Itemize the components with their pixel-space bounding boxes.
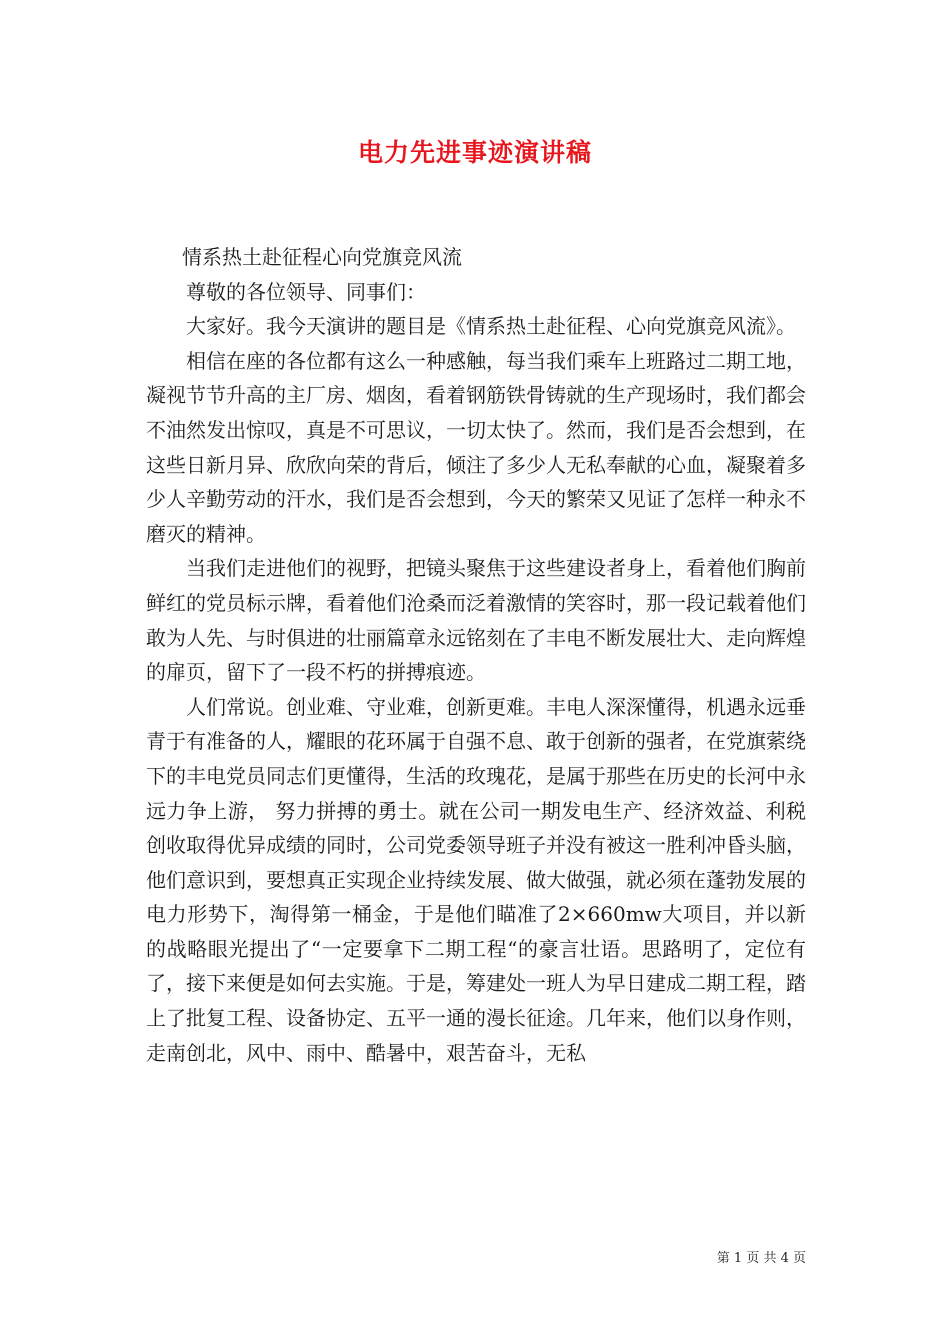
page-number-footer: 第 1 页 共 4 页: [716, 1251, 806, 1266]
paragraph-4: 人们常说。创业难、守业难，创新更难。丰电人深深懂得，机遇永远垂青于有准备的人，耀眼的花环属于自强不息、敢于创新的强者，在党旗萦绕下的丰电党员同志们更懂得，生活的玫瑰花，是属于那些在历史的长河中永远力争上游， 努力拼搏的勇士。就在公司一期发电生产、经济效益、利税创收取得优异成绩的同时，公司党委领导班子并没有被这一胜利冲昏头脑，他们意识到，要想真正实现企业持续发展、做大做强，就必须在蓬勃发展的电力形势下，淘得第一桶金，于是他们瞄准了2×660mw大项目，并以新的战略眼光提出了“一定要拿下二期工程“的豪言壮语。思路明了，定位有了，接下来便是如何去实施。于是，筹建处一班人为早日建成二期工程，踏上了批复工程、设备协定、五平一通的漫长征途。几年来，他们以身作则，走南创北，风中、雨中、酷暑中，艰苦奋斗，无私: [146, 694, 806, 1065]
paragraph-2: 相信在座的各位都有这么一种感触，每当我们乘车上班路过二期工地，凝视节节升高的主厂房、烟囱，看着钢筋铁骨铸就的生产现场时，我们都会不油然发出惊叹，真是不可思议，一切太快了。然而，我们是否会想到，在这些日新月异、欣欣向荣的背后，倾注了多少人无私奉献的心血，凝聚着多少人辛勤劳动的汗水，我们是否会想到，今天的繁荣又见证了怎样一种永不磨灭的精神。: [146, 348, 806, 546]
speech-subtitle: 情系热土赴征程心向党旗竞风流: [182, 245, 462, 269]
salutation: 尊敬的各位领导、同事们：: [186, 279, 426, 304]
paragraph-1: 大家好。我今天演讲的题目是《情系热土赴征程、心向党旗竞风流》。: [186, 314, 796, 339]
page-title: 电力先进事迹演讲稿: [357, 138, 592, 167]
document-body: [146, 240, 806, 1070]
paragraph-3: 当我们走进他们的视野，把镜头聚焦于这些建设者身上，看着他们胸前鲜红的党员标示牌，看着他们沧桑而泛着激情的笑容时，那一段记载着他们敢为人先、与时俱进的壮丽篇章永远铭刻在了丰电不断发展壮大、走向辉煌的扉页，留下了一段不朽的拼搏痕迹。: [146, 556, 806, 685]
